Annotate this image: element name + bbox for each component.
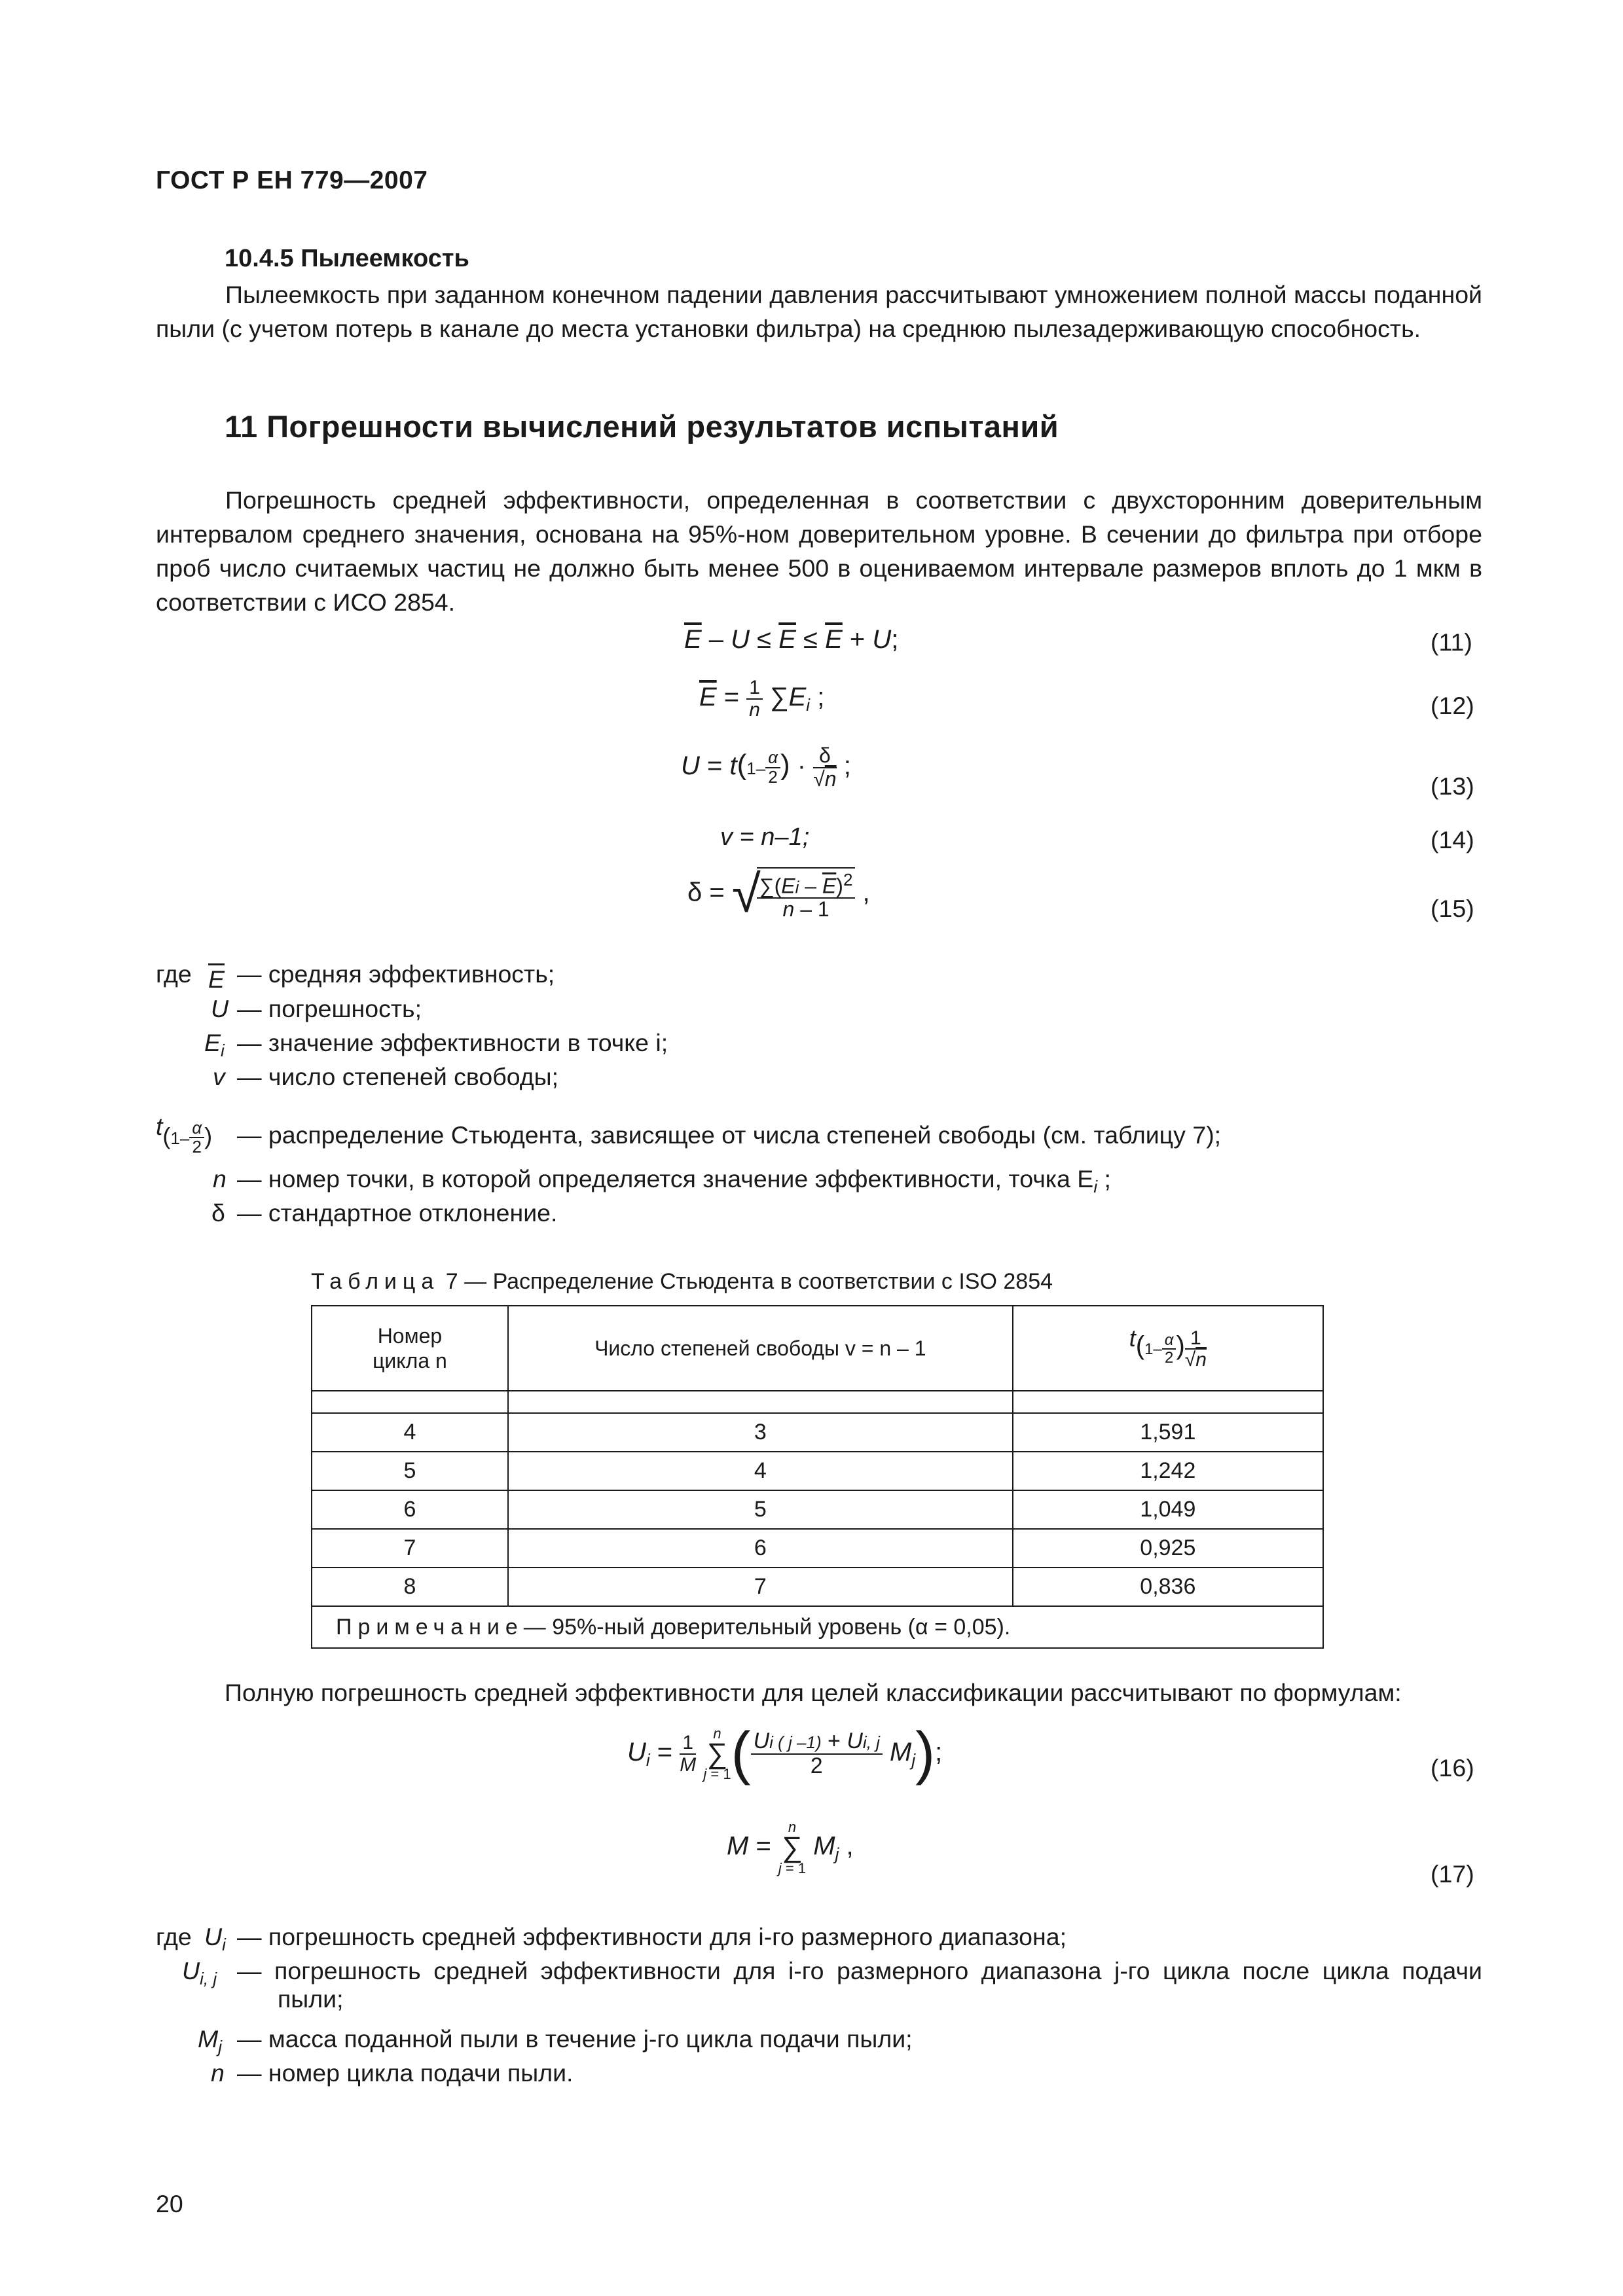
legend2-symbol-mj-sub: j xyxy=(218,2037,223,2056)
table-row xyxy=(312,1452,1323,1490)
legend2-symbol-n: n xyxy=(211,2059,225,2087)
table-cell-degrees: 4 xyxy=(508,1452,1013,1490)
table-cell-degrees: 7 xyxy=(508,1568,1013,1606)
table-cell-value: 0,925 xyxy=(1013,1529,1323,1568)
legend2-symbol-mj xyxy=(198,2025,222,2057)
table-header-degrees-freedom: Число степеней свободы v = n – 1 xyxy=(508,1306,1013,1391)
legend-symbol-std-deviation: δ xyxy=(211,1199,225,1227)
equation-number-14: (14) xyxy=(1431,826,1474,853)
legend2-symbol-ui-sub: i xyxy=(222,1935,226,1954)
table-spacer-cell xyxy=(508,1391,1013,1413)
legend-desc-point-number-tail: ; xyxy=(1097,1165,1111,1193)
table-cell-value: 0,836 xyxy=(1013,1568,1323,1606)
legend2-desc-mj: — масса поданной пыли в течение j-го цикла подачи пыли; xyxy=(237,2025,913,2053)
equation-number-11: (11) xyxy=(1431,628,1472,656)
table-spacer-cell xyxy=(1013,1391,1323,1413)
legend-symbol-point-number: n xyxy=(213,1165,227,1193)
equation-11: $\overline{E} - U \le \overline{E} \le \overline{E} + U$; xyxy=(684,625,899,654)
table-cell-cycle: 8 xyxy=(312,1568,508,1606)
legend2-desc-n: — номер цикла подачи пыли. xyxy=(237,2059,574,2087)
table-caption-text: 7 — Распределение Стьюдента в соответствии с ISO 2854 xyxy=(445,1269,1053,1294)
equation-number-17: (17) xyxy=(1431,1860,1474,1888)
table-caption xyxy=(311,1269,1053,1295)
legend2-symbol-uij xyxy=(182,1957,217,1989)
document-header: ГОСТ Р ЕН 779—2007 xyxy=(156,166,428,194)
legend2-desc-uij: — погрешность средней эффективности для i-го размерного диапазона j-го цикла после цикла подачи пыли; xyxy=(237,1957,1482,2013)
subsection-paragraph-text: Пылеемкость при заданном конечном падении давления рассчитывают умножением полной массы поданной пыли (с учетом потерь в канале до места установки фильтра) на среднюю пылезадерживающую способность. xyxy=(156,281,1482,342)
legend-symbol-uncertainty: U xyxy=(211,995,229,1022)
section-heading: 11 Погрешности вычислений результатов испытаний xyxy=(225,409,1059,444)
intro-paragraph-text: Погрешность средней эффективности, определенная в соответствии с двухсторонним доверительным интервалом среднего значения, основана на 95%-ном доверительном уровне. В сечении до фильтра при отборе проб число считаемых частиц не должно быть менее 500 в оцениваемом интервале размеров вплоть до 1 мкм в соответствии с ИСО 2854. xyxy=(156,486,1482,616)
legend-desc-mean-efficiency: — средняя эффективность; xyxy=(237,960,555,988)
legend-symbol-mean-efficiency: $\overline{E}$ xyxy=(208,965,225,993)
table-note-label: Примечание xyxy=(336,1614,524,1640)
legend2-symbol-uij-letter: U xyxy=(182,1957,200,1984)
table-caption-label: Таблица xyxy=(311,1269,440,1294)
table-cell-degrees: 6 xyxy=(508,1529,1013,1568)
equation-16: $U_i$ = $\frac{1}{M}$ n ∑ j = 1 ( $\frac{Ui ( j -1) + Ui, j}{2}$ $M_j$); xyxy=(627,1721,943,1786)
table-spacer-cell xyxy=(312,1391,508,1413)
equation-number-16: (16) xyxy=(1431,1754,1474,1782)
intro-paragraph xyxy=(156,483,1482,619)
legend2-symbol-uij-sub: i, j xyxy=(200,1969,217,1988)
table-note-text: — 95%-ный доверительный уровень (α = 0,05). xyxy=(523,1614,1011,1640)
table-row xyxy=(312,1529,1323,1568)
student-distribution-table xyxy=(311,1305,1324,1649)
table-header-t-over-sqrt-n: t(1– $\frac{\alpha}{2}$ ) $\frac{1}{√n}$ xyxy=(1013,1306,1323,1391)
equation-14: v = n–1; xyxy=(720,823,810,851)
legend-desc-point-efficiency: — значение эффективности в точке i; xyxy=(237,1029,668,1056)
legend2-desc-ui: — погрешность средней эффективности для i-го размерного диапазона; xyxy=(237,1923,1067,1950)
table-cell-cycle: 6 xyxy=(312,1490,508,1529)
legend-symbol-degrees-freedom: v xyxy=(213,1063,225,1090)
table-row xyxy=(312,1413,1323,1452)
equation-number-12: (12) xyxy=(1431,692,1474,719)
table-cell-degrees: 3 xyxy=(508,1413,1013,1452)
legend-where: где xyxy=(156,960,192,988)
legend-desc-point-number: — номер точки, в которой определяется значение эффективности, точка $E_i$ ; xyxy=(237,1165,1111,1196)
table-row xyxy=(312,1568,1323,1606)
legend2-where: где xyxy=(156,1923,192,1950)
table-header-cycle-number: Номер цикла n xyxy=(312,1306,508,1391)
equation-number-13: (13) xyxy=(1431,772,1474,800)
classification-paragraph: Полную погрешность средней эффективности для целей классификации рассчитывают по формулам: xyxy=(225,1679,1402,1706)
subsection-heading: 10.4.5 Пылеемкость xyxy=(225,245,469,272)
legend-symbol-point-efficiency-sub: i xyxy=(221,1041,225,1060)
legend-symbol-student-t: t(1– $\frac{\alpha}{2}$ ) xyxy=(156,1113,213,1157)
table-cell-cycle: 4 xyxy=(312,1413,508,1452)
table-note xyxy=(312,1606,1323,1648)
legend-desc-degrees-freedom: — число степеней свободы; xyxy=(237,1063,559,1090)
equation-13: U = t(1– $\frac{\alpha}{2}$ ) · $\frac{\delta}{√n}$ ; xyxy=(681,744,851,791)
legend-symbol-student-t-letter: t xyxy=(156,1113,163,1140)
equation-12: $\overline{E}$ = $\frac{1}{n}$ $\sum E_i$ ; xyxy=(699,677,825,721)
page-number: 20 xyxy=(156,2190,183,2217)
equation-15: δ = √ $\frac{\sum(Ei - \overline{E})^2}{n - 1}$ , xyxy=(687,865,870,923)
table-row xyxy=(312,1490,1323,1529)
legend2-symbol-ui-letter: U xyxy=(204,1923,223,1950)
table-cell-value: 1,049 xyxy=(1013,1490,1323,1529)
subsection-paragraph xyxy=(156,278,1482,346)
table-cell-cycle: 7 xyxy=(312,1529,508,1568)
legend-desc-student-t: — распределение Стьюдента, зависящее от числа степеней свободы (см. таблицу 7); xyxy=(237,1121,1222,1149)
legend-desc-uncertainty: — погрешность; xyxy=(237,995,422,1022)
legend-desc-point-number-text: — номер точки, в которой определяется значение эффективности, точка E xyxy=(237,1165,1094,1193)
table-cell-value: 1,591 xyxy=(1013,1413,1323,1452)
equation-number-15: (15) xyxy=(1431,895,1474,922)
table-cell-cycle: 5 xyxy=(312,1452,508,1490)
legend2-symbol-ui xyxy=(204,1923,226,1955)
equation-17: M = n ∑ j = 1 $M_j$ , xyxy=(727,1819,854,1876)
legend-desc-std-deviation: — стандартное отклонение. xyxy=(237,1199,558,1227)
legend-symbol-point-efficiency-letter: E xyxy=(204,1029,221,1056)
legend2-symbol-mj-letter: M xyxy=(198,2025,219,2053)
legend-symbol-point-efficiency xyxy=(204,1029,225,1061)
table-cell-degrees: 5 xyxy=(508,1490,1013,1529)
table-cell-value: 1,242 xyxy=(1013,1452,1323,1490)
